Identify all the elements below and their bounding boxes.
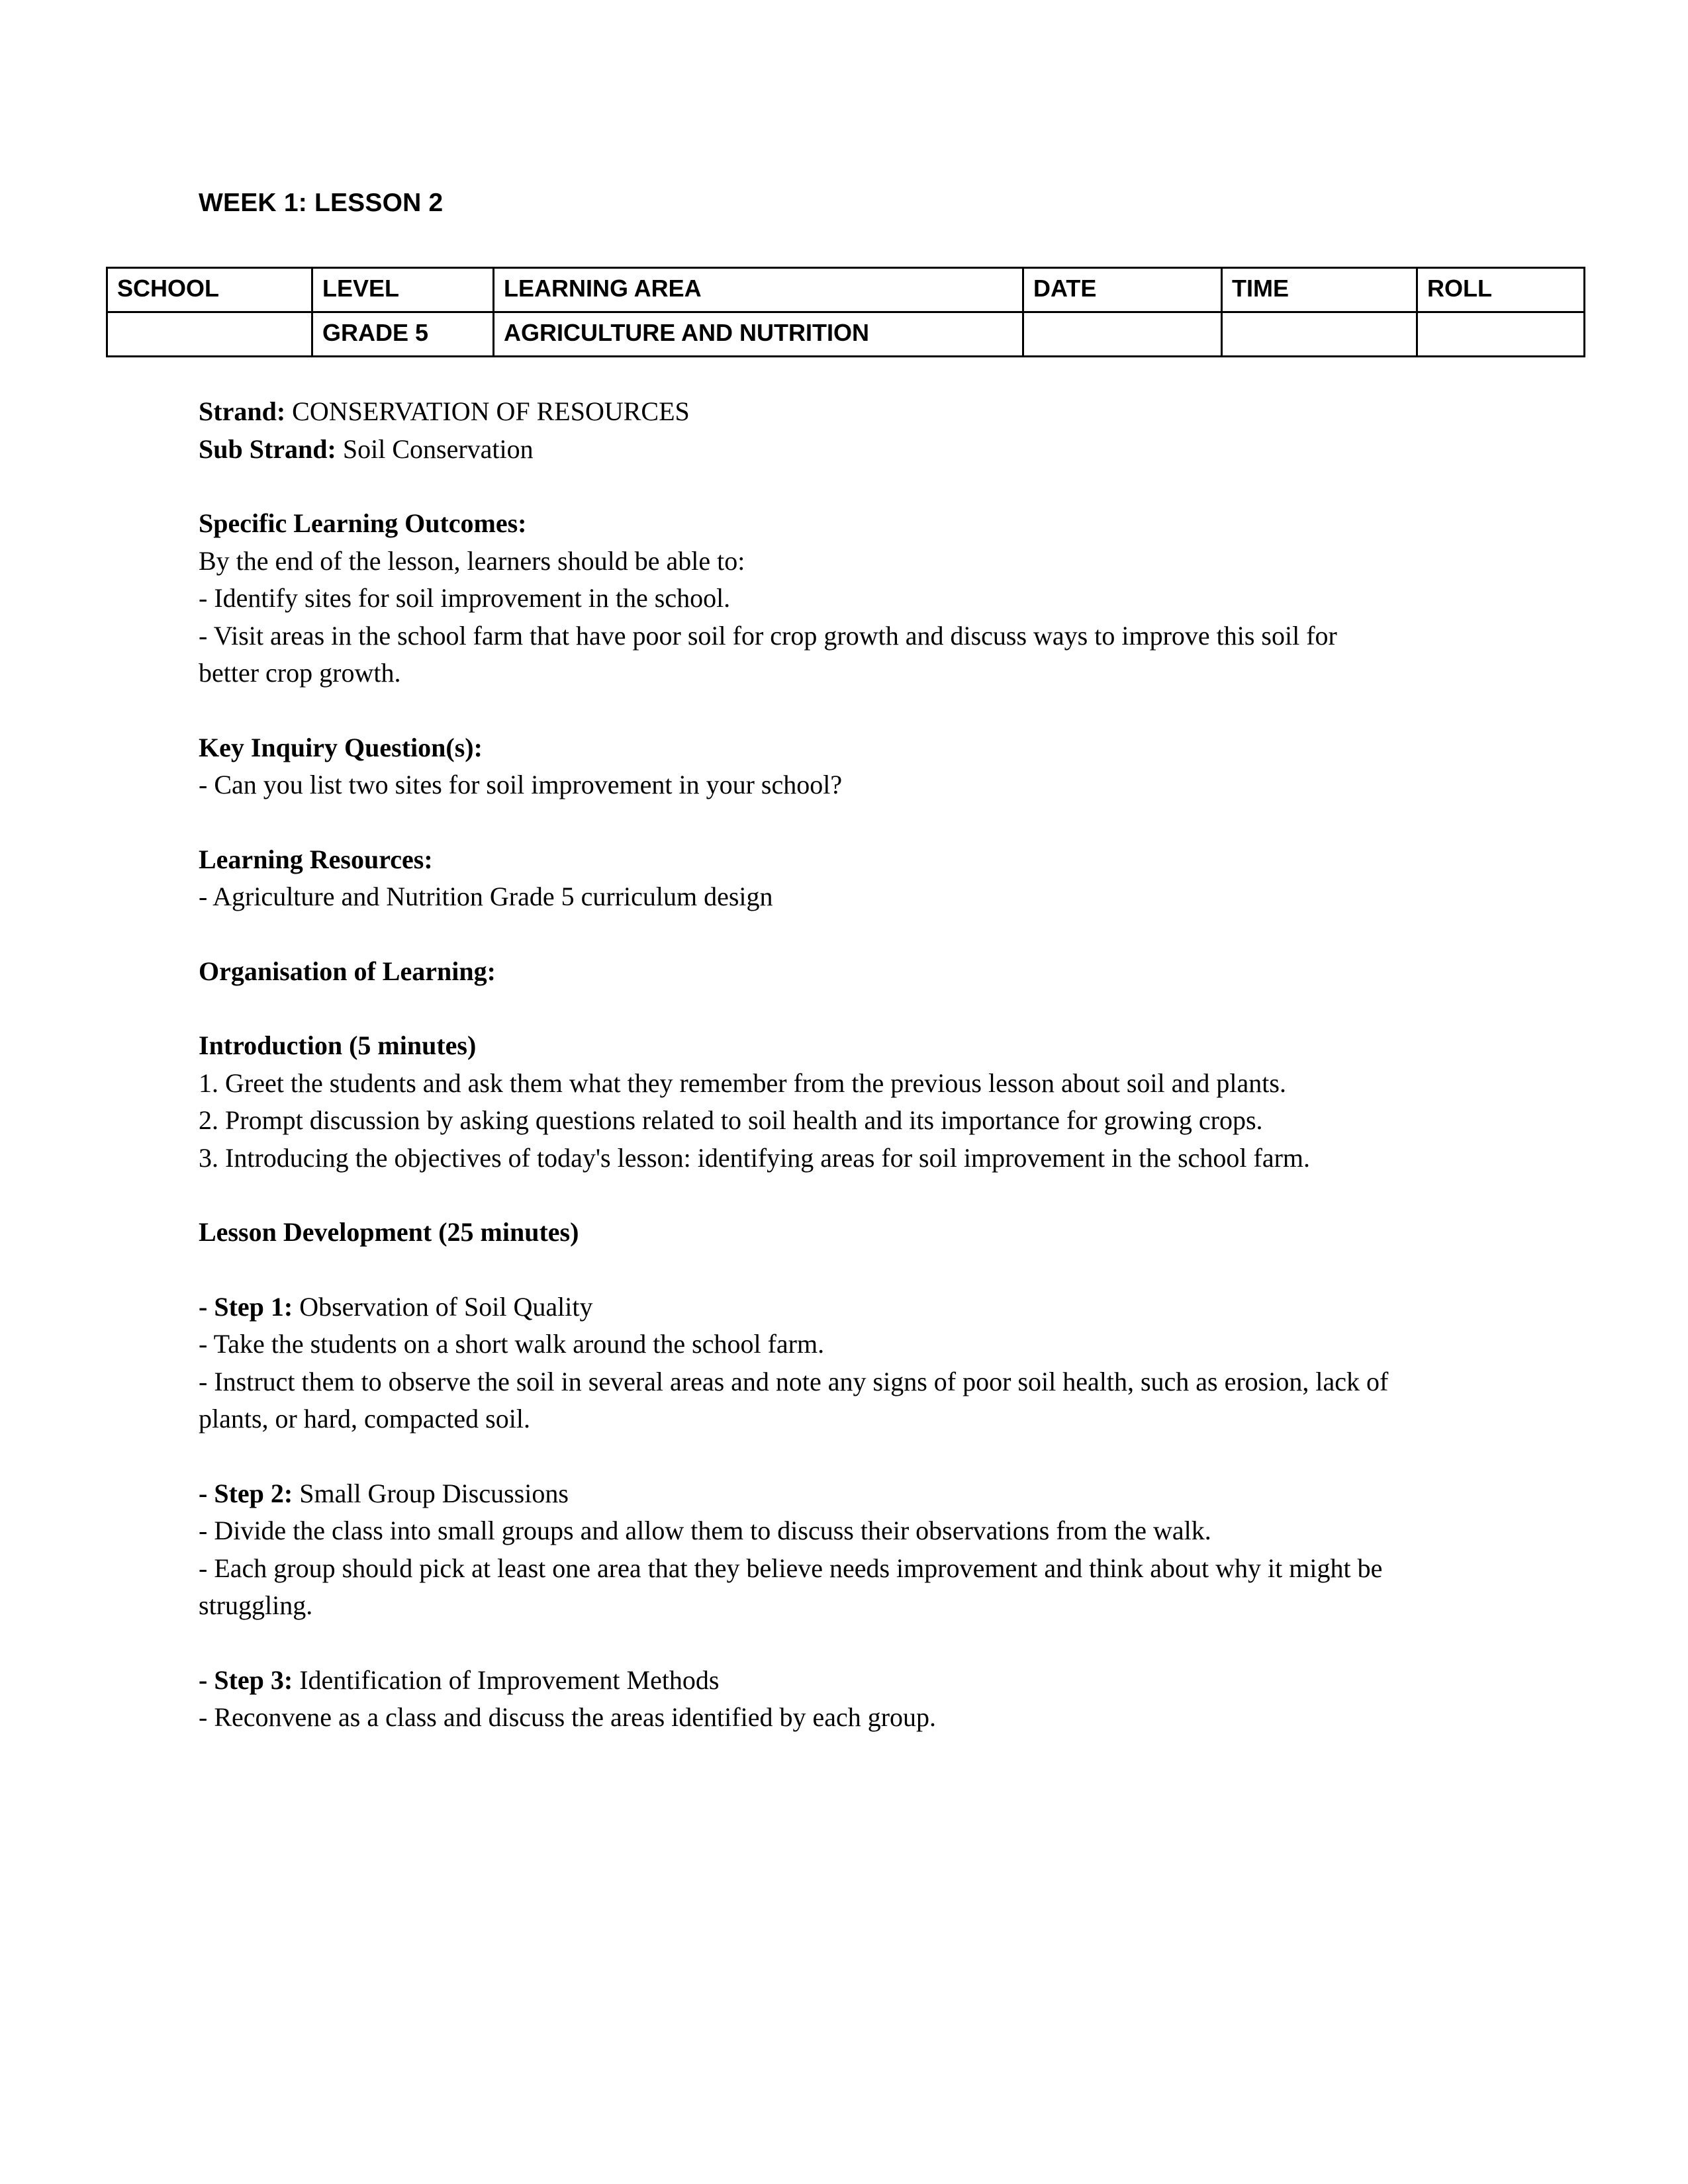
outcome-item-1: - Identify sites for soil improvement in the school. bbox=[199, 583, 731, 613]
learning-resources-heading: Learning Resources: bbox=[199, 844, 433, 874]
step-2-line bbox=[199, 1475, 1390, 1513]
sub-strand-label: Sub Strand: bbox=[199, 433, 336, 464]
step-2-label: - Step 2: bbox=[199, 1478, 293, 1508]
step-1-bullet-1: - Take the students on a short walk around the school farm. bbox=[199, 1329, 825, 1359]
strand-value: CONSERVATION OF RESOURCES bbox=[285, 396, 690, 426]
step-2-bullet-2: - Each group should pick at least one area that they believe needs improvement and think about why it might be struggling. bbox=[199, 1553, 1383, 1620]
spacer bbox=[199, 916, 1390, 953]
introduction-item-2: 2. Prompt discussion by asking questions related to soil health and its importance for growing crops. bbox=[199, 1105, 1263, 1135]
key-inquiry-heading: Key Inquiry Question(s): bbox=[199, 732, 483, 762]
table-cell-roll[interactable] bbox=[1417, 312, 1585, 357]
table-cell-date[interactable] bbox=[1023, 312, 1222, 357]
spacer bbox=[199, 468, 1390, 505]
table-cell-school[interactable] bbox=[107, 312, 312, 357]
table-header-school: SCHOOL bbox=[107, 268, 312, 312]
spacer bbox=[199, 1177, 1390, 1214]
table-cell-time[interactable] bbox=[1222, 312, 1417, 357]
table-row bbox=[107, 312, 1585, 357]
table-header-date: DATE bbox=[1023, 268, 1222, 312]
sub-strand-line bbox=[199, 431, 1390, 469]
specific-learning-outcomes-heading: Specific Learning Outcomes: bbox=[199, 508, 527, 538]
step-3-bullet-1: - Reconvene as a class and discuss the areas identified by each group. bbox=[199, 1702, 937, 1732]
introduction-heading: Introduction (5 minutes) bbox=[199, 1030, 477, 1060]
lesson-info-table bbox=[106, 267, 1585, 357]
spacer bbox=[199, 1438, 1390, 1475]
table-header-row bbox=[107, 268, 1585, 312]
table-header-roll: ROLL bbox=[1417, 268, 1585, 312]
organisation-of-learning-heading: Organisation of Learning: bbox=[199, 956, 496, 986]
step-2-value: Small Group Discussions bbox=[293, 1478, 569, 1508]
outcome-item-2: - Visit areas in the school farm that have poor soil for crop growth and discuss ways to improve this soil for better crop growth. bbox=[199, 620, 1337, 688]
lesson-body bbox=[199, 393, 1390, 1737]
step-3-label: - Step 3: bbox=[199, 1664, 293, 1695]
page-title: WEEK 1: LESSON 2 bbox=[199, 189, 444, 217]
step-1-line bbox=[199, 1289, 1390, 1326]
introduction-item-3: 3. Introducing the objectives of today's lesson: identifying areas for soil improvement in the school farm. bbox=[199, 1142, 1311, 1173]
spacer bbox=[199, 990, 1390, 1027]
introduction-item-1: 1. Greet the students and ask them what they remember from the previous lesson about soil and plants. bbox=[199, 1068, 1286, 1098]
step-1-bullet-2: - Instruct them to observe the soil in several areas and note any signs of poor soil health, such as erosion, lack of plants, or hard, compacted soil. bbox=[199, 1366, 1389, 1433]
step-2-bullet-1: - Divide the class into small groups and allow them to discuss their observations from the walk. bbox=[199, 1516, 1211, 1545]
table-header-time: TIME bbox=[1222, 268, 1417, 312]
spacer bbox=[199, 692, 1390, 729]
sub-strand-value: Soil Conservation bbox=[336, 433, 534, 464]
step-3-line bbox=[199, 1662, 1390, 1700]
resource-item-1: - Agriculture and Nutrition Grade 5 curriculum design bbox=[199, 882, 773, 911]
strand-line bbox=[199, 393, 1390, 431]
strand-label: Strand: bbox=[199, 396, 286, 426]
step-1-value: Observation of Soil Quality bbox=[293, 1291, 593, 1322]
spacer bbox=[199, 804, 1390, 841]
outcomes-intro: By the end of the lesson, learners should be able to: bbox=[199, 545, 745, 576]
table-cell-level: GRADE 5 bbox=[312, 312, 494, 357]
table-header-level: LEVEL bbox=[312, 268, 494, 312]
table-header-learning-area: LEARNING AREA bbox=[494, 268, 1023, 312]
step-1-label: - Step 1: bbox=[199, 1291, 293, 1322]
inquiry-item-1: - Can you list two sites for soil improvement in your school? bbox=[199, 770, 843, 799]
table-cell-learning-area: AGRICULTURE AND NUTRITION bbox=[494, 312, 1023, 357]
spacer bbox=[199, 1625, 1390, 1662]
spacer bbox=[199, 1251, 1390, 1289]
lesson-development-heading: Lesson Development (25 minutes) bbox=[199, 1217, 579, 1247]
step-3-value: Identification of Improvement Methods bbox=[293, 1664, 720, 1695]
